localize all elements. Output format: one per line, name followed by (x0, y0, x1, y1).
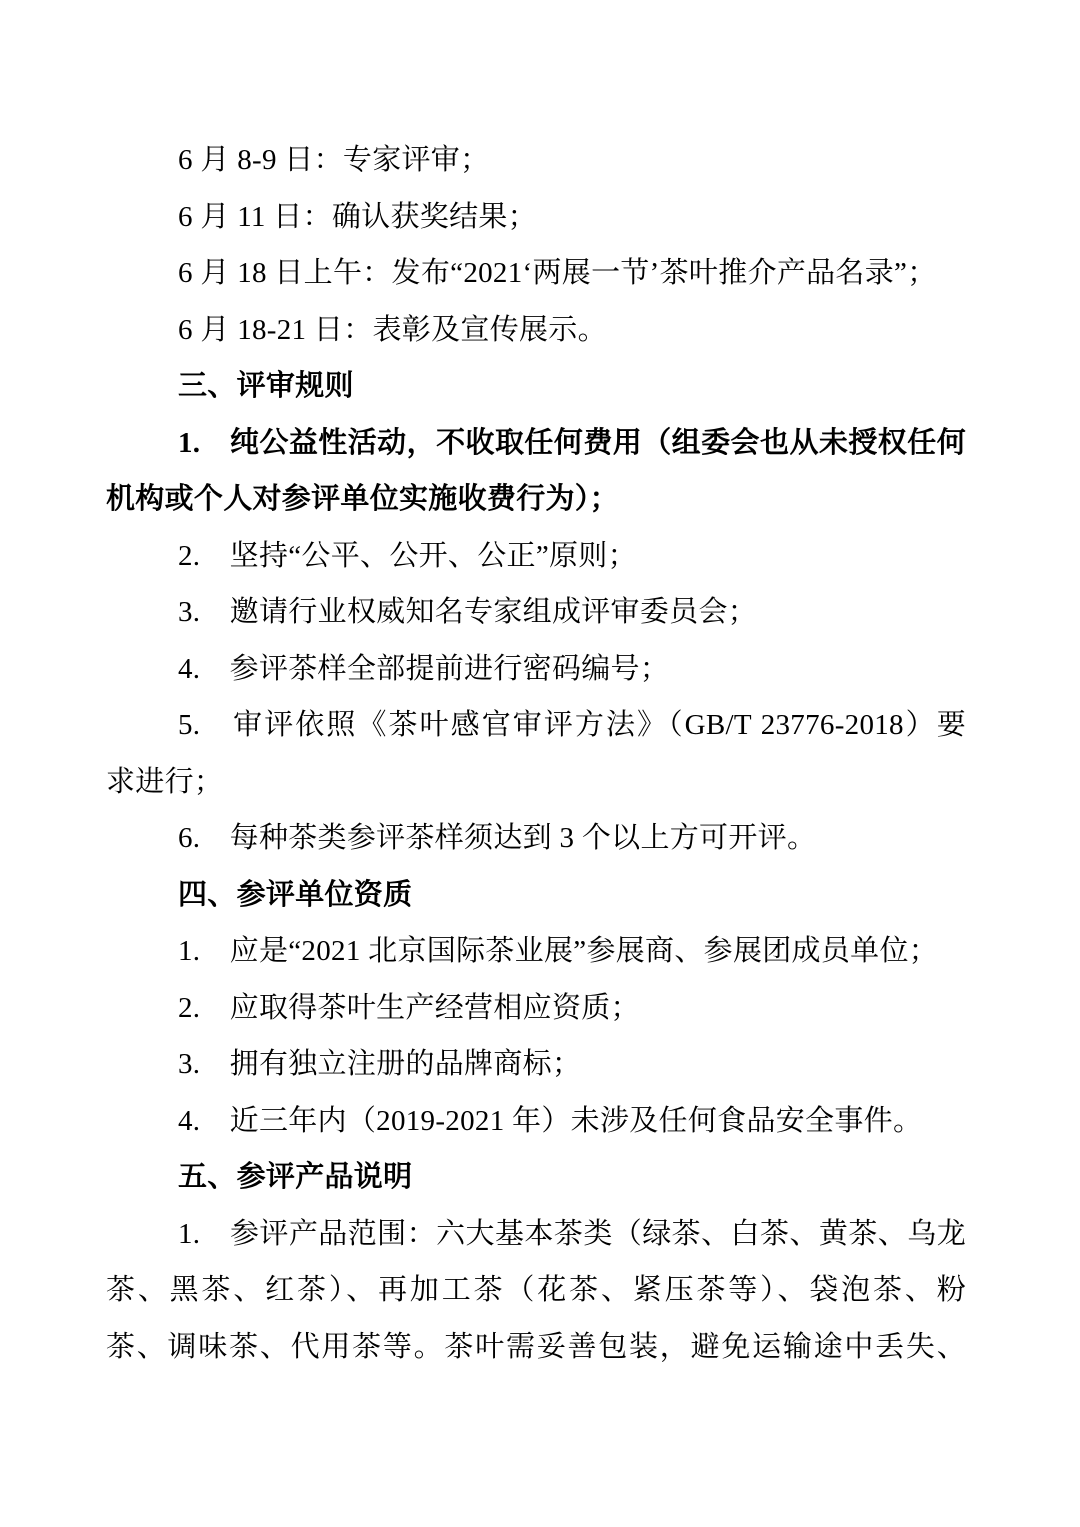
section4-item3: 3. 拥有独立注册的品牌商标； (178, 1048, 582, 1080)
section5-item1-line2: 茶、黑茶、红茶）、再加工茶（花茶、紧压茶等）、袋泡茶、粉 (106, 1274, 966, 1306)
section3-heading: 三、评审规则 (178, 370, 354, 402)
schedule-line-3: 6 月 18 日上午：发布“2021‘两展一节’茶叶推介产品名录”； (178, 257, 937, 289)
section3-item1-line2: 机构或个人对参评单位实施收费行为）； (106, 483, 619, 515)
section3-item2: 2. 坚持“公平、公开、公正”原则； (178, 539, 637, 572)
section3-item6: 6. 每种茶类参评茶样须达到 3 个以上方可开评。 (178, 822, 817, 854)
section5-item1-line3: 茶、调味茶、代用茶等。茶叶需妥善包装，避免运输途中丢失、 (106, 1330, 966, 1363)
section3-item1-line1: 1. 纯公益性活动，不收取任何费用（组委会也从未授权任何 (178, 426, 966, 459)
section4-item2: 2. 应取得茶叶生产经营相应资质； (178, 991, 640, 1024)
section3-item5-line1: 5. 审评依照《茶叶感官审评方法》（GB/T 23776-2018）要 (178, 709, 966, 741)
section4-heading: 四、参评单位资质 (178, 878, 413, 911)
schedule-line-1: 6 月 8-9 日：专家评审； (178, 144, 490, 176)
schedule-line-2: 6 月 11 日：确认获奖结果； (178, 200, 537, 233)
document-content (106, 132, 966, 1375)
section3-item3: 3. 邀请行业权威知名专家组成评审委员会； (178, 596, 758, 628)
section3-item4: 4. 参评茶样全部提前进行密码编号； (178, 652, 670, 685)
section3-item5-line2: 求进行； (106, 765, 224, 798)
section5-item1-line1: 1. 参评产品范围：六大基本茶类（绿茶、白茶、黄茶、乌龙 (178, 1217, 966, 1250)
section4-item4: 4. 近三年内（2019-2021 年）未涉及任何食品安全事件。 (178, 1104, 923, 1137)
schedule-line-4: 6 月 18-21 日：表彰及宣传展示。 (178, 313, 607, 346)
section4-item1: 1. 应是“2021 北京国际茶业展”参展商、参展团成员单位； (178, 935, 939, 967)
section5-heading: 五、参评产品说明 (178, 1161, 413, 1193)
